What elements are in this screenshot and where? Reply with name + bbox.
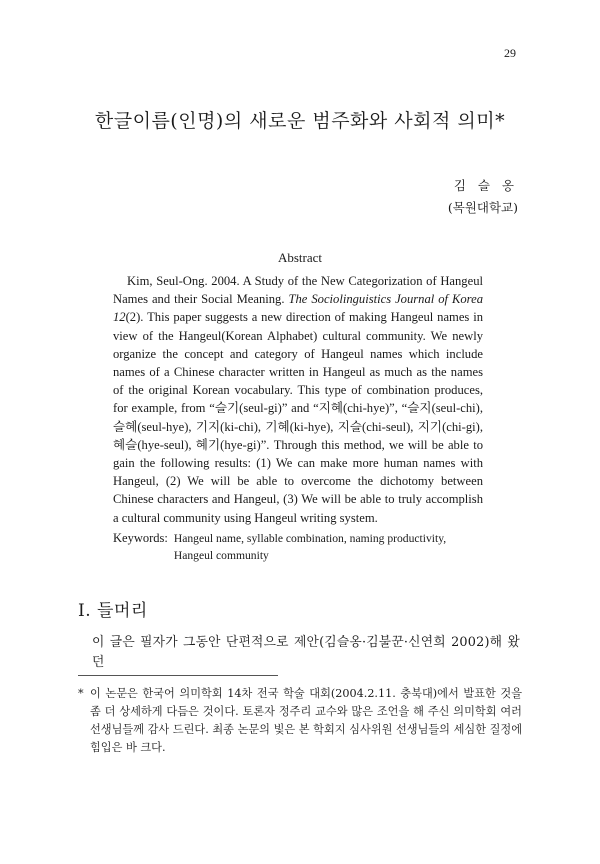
footnote-divider [78,675,278,676]
keywords-list: Hangeul name, syllable combination, naming productivity, Hangeul community [173,532,447,562]
keywords-label: Keywords: [113,531,168,545]
page-number: 29 [504,46,516,60]
footnote-mark: * [78,687,84,700]
journal-issue: (2). [125,310,148,325]
abstract-heading: Abstract [277,250,323,265]
abstract-citation: Kim, Seul-Ong. 2004. A Study of the New Categorization of Hangeul Names and their Social Meaning. [113,274,483,307]
paper-title: 한글이름(인명)의 새로운 범주화와 사회적 의미* [94,110,506,132]
journal-name: The Sociolinguistics Journal of Korea 12 [113,292,483,325]
author-block [448,175,518,219]
section-heading: Ⅰ. 들머리 [78,601,148,621]
section-body-text: 이 글은 필자가 그동안 단편적으로 제안(김슬옹·김불꾼·신연희 2002)해 왔던 [92,635,520,670]
author-affiliation: (목원대학교) [447,200,518,215]
footnote-text: 이 논문은 한국어 의미학회 14차 전국 학술 대회(2004.2.11. 충북대)에서 발표한 것을 좀 더 상세하게 다듬은 것이다. 토론자 정주리 교수와 많은 조언을 해 주신 의미학회 여러 선생님들께 감사 드린다. 최종 논문의 빛은 본 학회지 심사위원 선생님들의 세심한 질정에 힘입은 바 크다. [90,687,522,754]
abstract-body [113,272,483,527]
abstract-text: This paper suggests a new direction of making Hangeul names in view of the Hangeul(Korean Alphabet) cultural community. We newly organize the concept and category of Hangeul names which include names of a Chinese character written in Hangeul as much as the names of the original Korean vocabulary. This type of combination produces, for example, from “슬기(seul-gi)” and “지혜(chi-hye)”, “슬지(seul-chi), 슬혜(seul-hye), 기지(ki-chi), 기혜(ki-hye), 지슬(chi-seul), 지기(chi-gi), 혜슬(hye-seul), 혜기(hye-gi)”. Through this method, we will be able to gain the following results: (1) We can make more human names with Hangeul, (2) We will be able to overcome the dichotomy between Chinese characters and Hangeul, (3) We will be able to truly accomplish a cultural community using Hangeul writing system. [113,310,483,525]
footnote [78,685,522,757]
author-name: 김 슬 옹 [453,178,518,193]
keywords [113,530,483,564]
